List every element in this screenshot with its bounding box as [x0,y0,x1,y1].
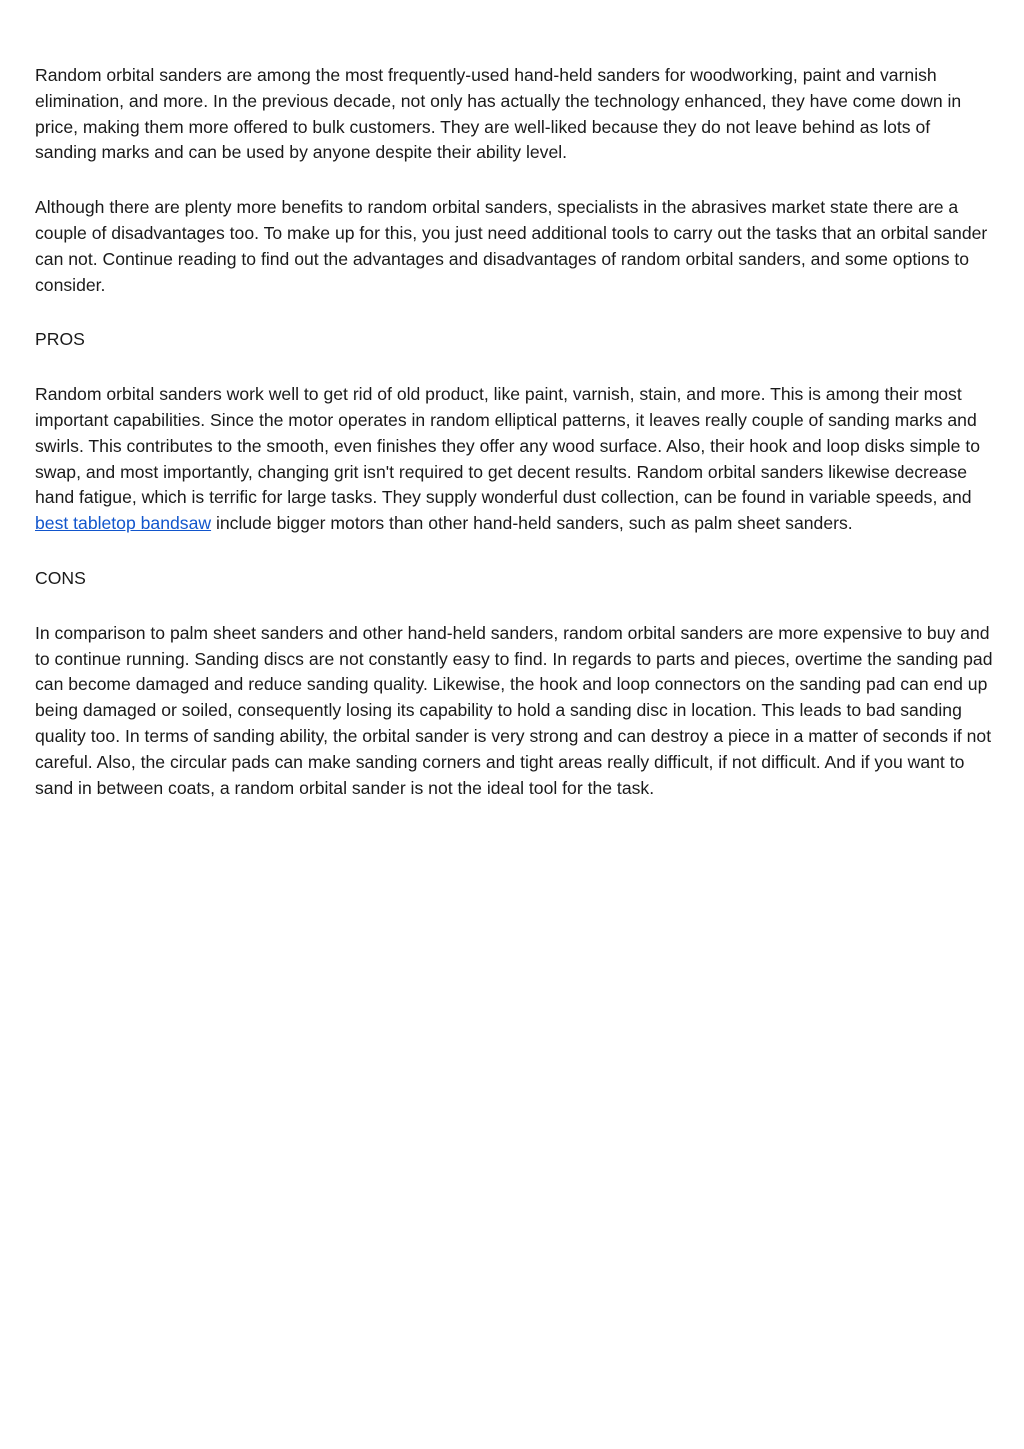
document-body [35,63,993,830]
intro-paragraph-1: Random orbital sanders are among the most frequently-used hand-held sanders for woodworking, paint and varnish elimination, and more. In the previous decade, not only has actually the technology enhanced, they have come down in price, making them more offered to bulk customers. They are well-liked because they do not leave behind as lots of sanding marks and can be used by anyone despite their ability level. [35,65,962,163]
cons-heading: CONS [35,567,86,588]
pros-paragraph [35,382,993,537]
cons-paragraph: In comparison to palm sheet sanders and other hand-held sanders, random orbital sanders are more expensive to buy and to continue running. Sanding discs are not constantly easy to find. In regards to parts and pieces, overtime the sanding pad can become damaged and reduce sanding quality. Likewise, the hook and loop connectors on the sanding pad can end up being damaged or soiled, consequently losing its capability to hold a sanding disc in location. This leads to bad sanding quality too. In terms of sanding ability, the orbital sander is very strong and can destroy a piece in a matter of seconds if not careful. Also, the circular pads can make sanding corners and tight areas really difficult, if not difficult. And if you want to sand in between coats, a random orbital sander is not the ideal tool for the task. [35,622,993,798]
intro-paragraph-2: Although there are plenty more benefits to random orbital sanders, specialists in the abrasives market state there are a couple of disadvantages too. To make up for this, you just need additional tools to carry out the tasks that an orbital sander can not. Continue reading to find out the advantages and disadvantages of random orbital sanders, and some options to consider. [35,197,988,295]
pros-text-after-link: include bigger motors than other hand-held sanders, such as palm sheet sanders. [211,513,853,534]
best-tabletop-bandsaw-link[interactable]: best tabletop bandsaw [35,513,212,534]
pros-heading: PROS [35,329,85,350]
pros-text-before-link: Random orbital sanders work well to get rid of old product, like paint, varnish, stain, and more. This is among their most important capabilities. Since the motor operates in random elliptical patterns, it leaves really couple of sanding marks and swirls. This contributes to the smooth, even finishes they offer any wood surface. Also, their hook and loop disks simple to swap, and most importantly, changing grit isn't required to get decent results. Random orbital sanders likewise decrease hand fatigue, which is terrific for large tasks. They supply wonderful dust collection, can be found in variable speeds, and [35,384,981,508]
